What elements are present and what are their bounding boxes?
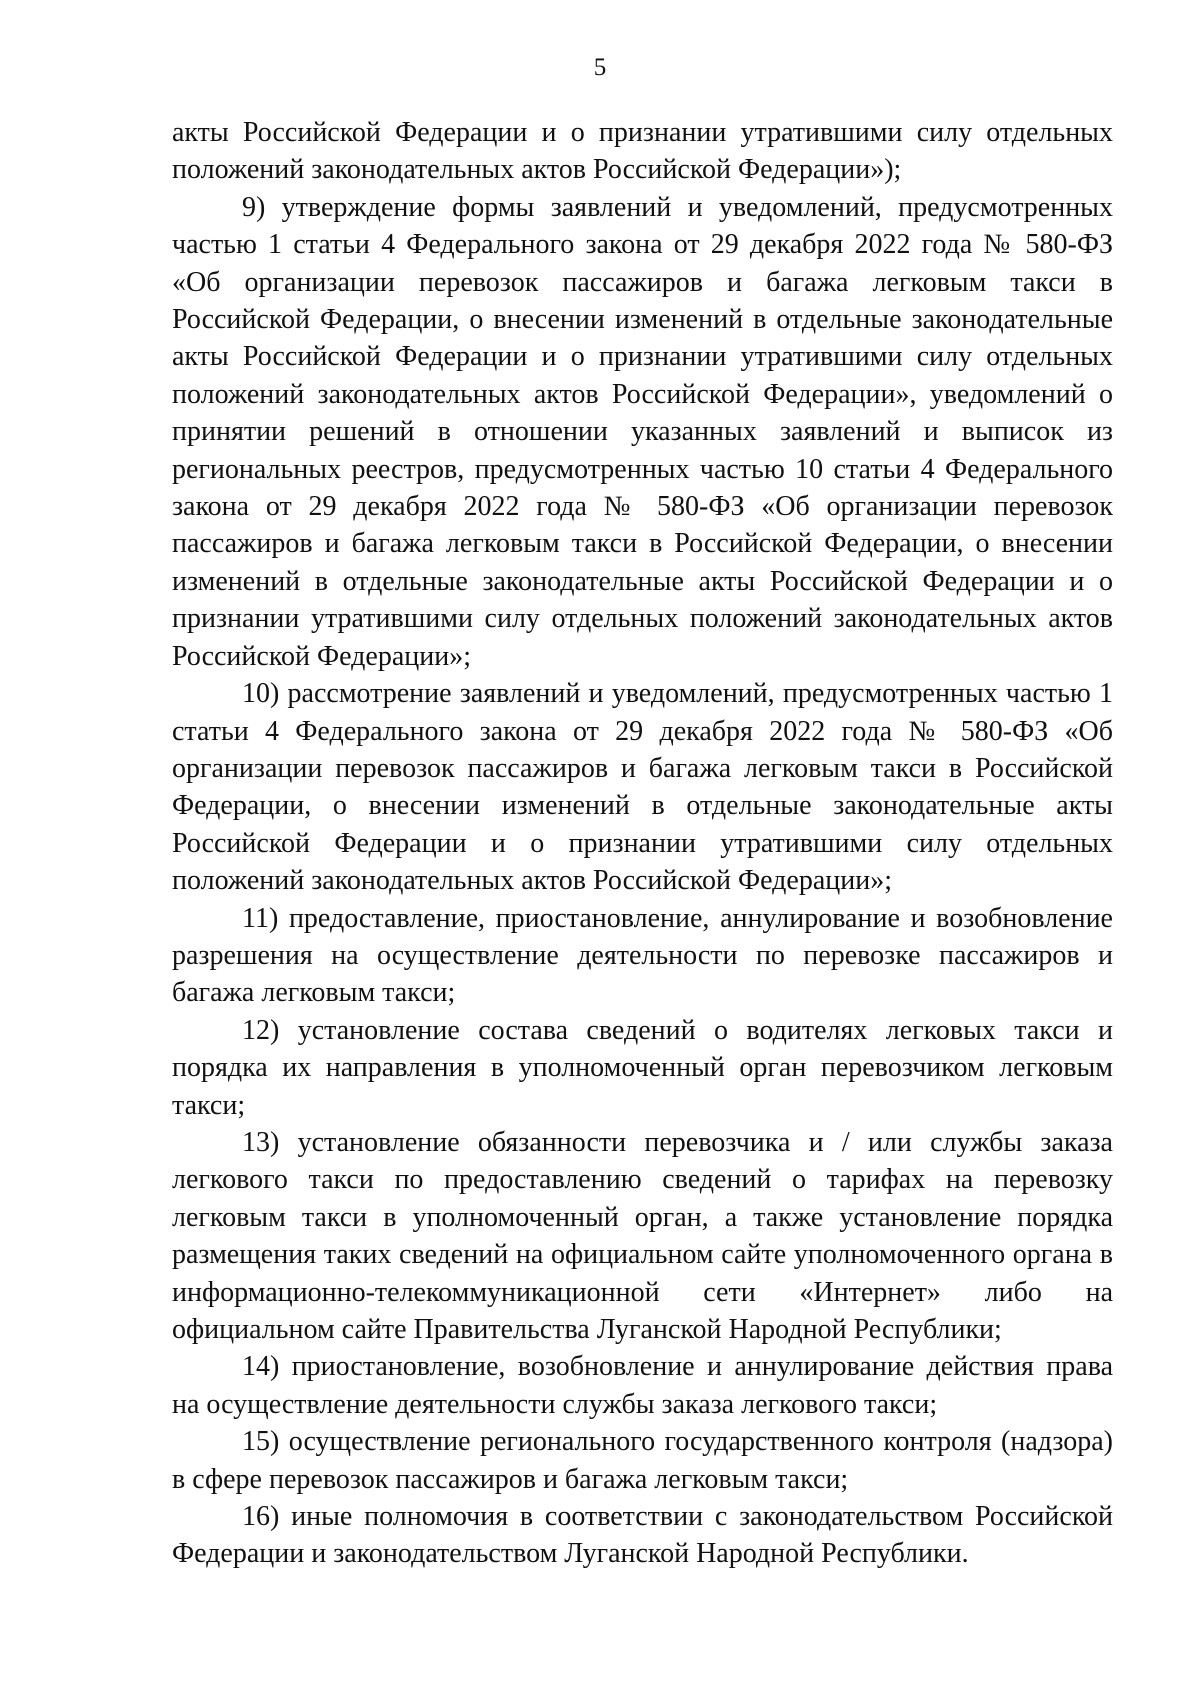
paragraph-continuation: акты Российской Федерации и о признании утратившими силу отдельных положений законодательных актов Российской Федерации»); (172, 117, 1113, 186)
paragraph-item-15: 15) осуществление регионального государственного контроля (надзора) в сфере перевозок пассажиров и багажа легковым такси; (172, 1426, 1113, 1495)
paragraph-item-12: 12) установление состава сведений о водителях легковых такси и порядка их направления в уполномоченный орган перевозчиком легковым такси; (172, 1014, 1113, 1121)
paragraph-item-9: 9) утверждение формы заявлений и уведомлений, предусмотренных частью 1 статьи 4 Федерального закона от 29 декабря 2022 года № 580-ФЗ «Об организации перевозок пассажиров и багажа легковым такси в Российской Федерации, о внесении изменений в отдельные законодательные акты Российской Федерации и о признании утратившими силу отдельных положений законодательных актов Российской Федерации», уведомлений о принятии решений в отношении указанных заявлений и выписок из региональных реестров, предусмотренных частью 10 статьи 4 Федерального закона от 29 декабря 2022 года № 580-ФЗ «Об организации перевозок пассажиров и багажа легковым такси в Российской Федерации, о внесении изменений в отдельные законодательные акты Российской Федерации и о признании утратившими силу отдельных положений законодательных актов Российской Федерации»; (172, 191, 1113, 672)
document-body (172, 114, 1113, 1573)
paragraph-item-14: 14) приостановление, возобновление и аннулирование действия права на осуществление деятельности службы заказа легкового такси; (172, 1351, 1113, 1420)
paragraph-item-13: 13) установление обязанности перевозчика и / или службы заказа легкового такси по предоставлению сведений о тарифах на перевозку легковым такси в уполномоченный орган, а также установление порядка размещения таких сведений на официальном сайте уполномоченного органа в информационно-телекоммуникационной сети «Интернет» либо на официальном сайте Правительства Луганской Народной Республики; (172, 1126, 1113, 1345)
page-number: 5 (593, 54, 607, 81)
paragraph-item-10: 10) рассмотрение заявлений и уведомлений, предусмотренных частью 1 статьи 4 Федерального закона от 29 декабря 2022 года № 580-ФЗ «Об организации перевозок пассажиров и багажа легковым такси в Российской Федерации, о внесении изменений в отдельные законодательные акты Российской Федерации и о признании утратившими силу отдельных положений законодательных актов Российской Федерации»; (172, 678, 1113, 897)
paragraph-item-11: 11) предоставление, приостановление, аннулирование и возобновление разрешения на осуществление деятельности по перевозке пассажиров и багажа легковым такси; (172, 902, 1113, 1009)
paragraph-item-16: 16) иные полномочия в соответствии с законодательством Российской Федерации и законодательством Луганской Народной Республики. (172, 1501, 1113, 1570)
